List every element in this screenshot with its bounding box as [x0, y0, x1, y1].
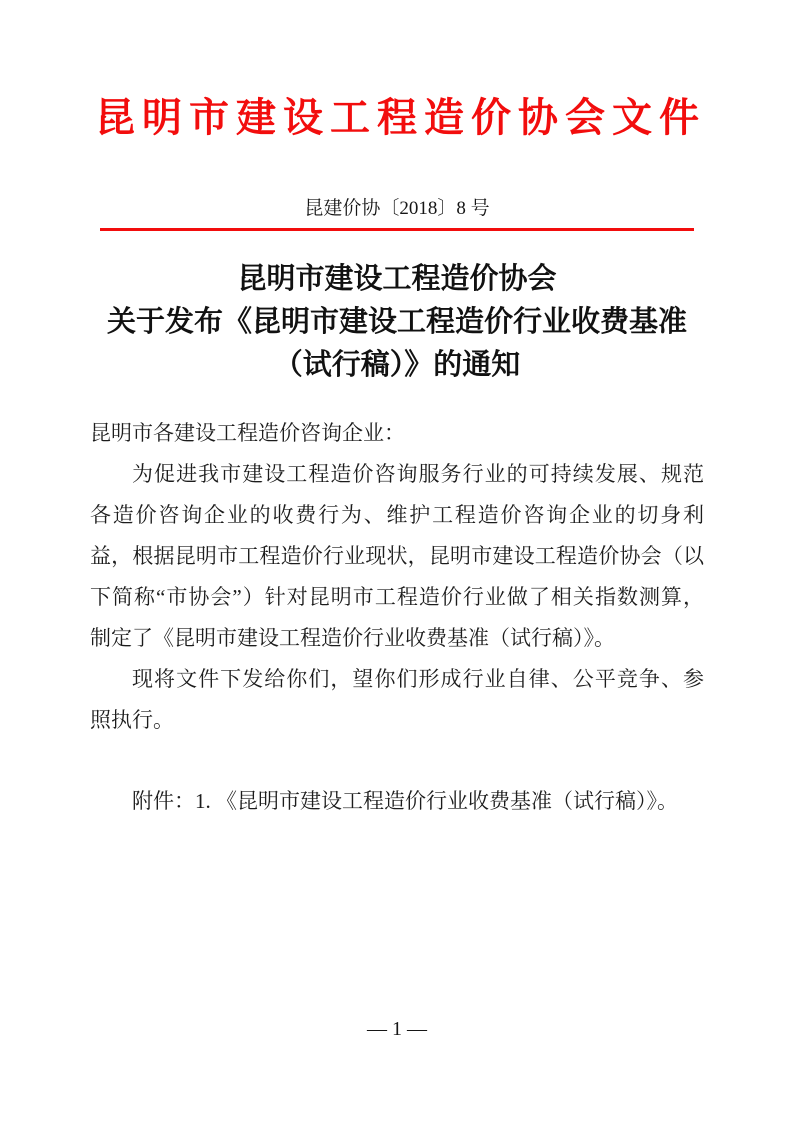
letterhead-title: 昆明市建设工程造价协会文件 — [95, 96, 706, 140]
body-line: 益，根据昆明市工程造价行业现状，昆明市建设工程造价协会（以 — [90, 544, 704, 568]
body-line: 为促进我市建设工程造价咨询服务行业的可持续发展、规范 — [132, 462, 704, 486]
body-line: 各造价咨询企业的收费行为、维护工程造价咨询企业的切身利 — [90, 503, 704, 527]
document-header — [0, 0, 794, 231]
body-line: 制定了《昆明市建设工程造价行业收费基准（试行稿）》。 — [90, 626, 615, 650]
notice-title — [0, 258, 794, 387]
salutation-line: 昆明市各建设工程造价咨询企业： — [90, 421, 405, 445]
notice-body — [90, 413, 704, 741]
doc-number: 昆建价协〔2018〕8 号 — [304, 198, 490, 219]
body-line: 照执行。 — [90, 708, 174, 732]
attachment-line: 附件：1. 《昆明市建设工程造价行业收费基准（试行稿）》。 — [132, 789, 678, 813]
body-line: 现将文件下发给你们，望你们形成行业自律、公平竞争、参 — [132, 667, 704, 691]
page-footer — [0, 1018, 794, 1040]
page-number: — 1 — — [367, 1018, 427, 1040]
body-line: 下简称“市协会”）针对昆明市工程造价行业做了相关指数测算， — [90, 585, 704, 609]
notice-title-line-3: （试行稿）》的通知 — [273, 349, 521, 381]
notice-title-line-2: 关于发布《昆明市建设工程造价行业收费基准 — [106, 306, 687, 338]
red-divider-rule — [100, 228, 694, 231]
notice-title-line-1: 昆明市建设工程造价协会 — [237, 263, 557, 295]
